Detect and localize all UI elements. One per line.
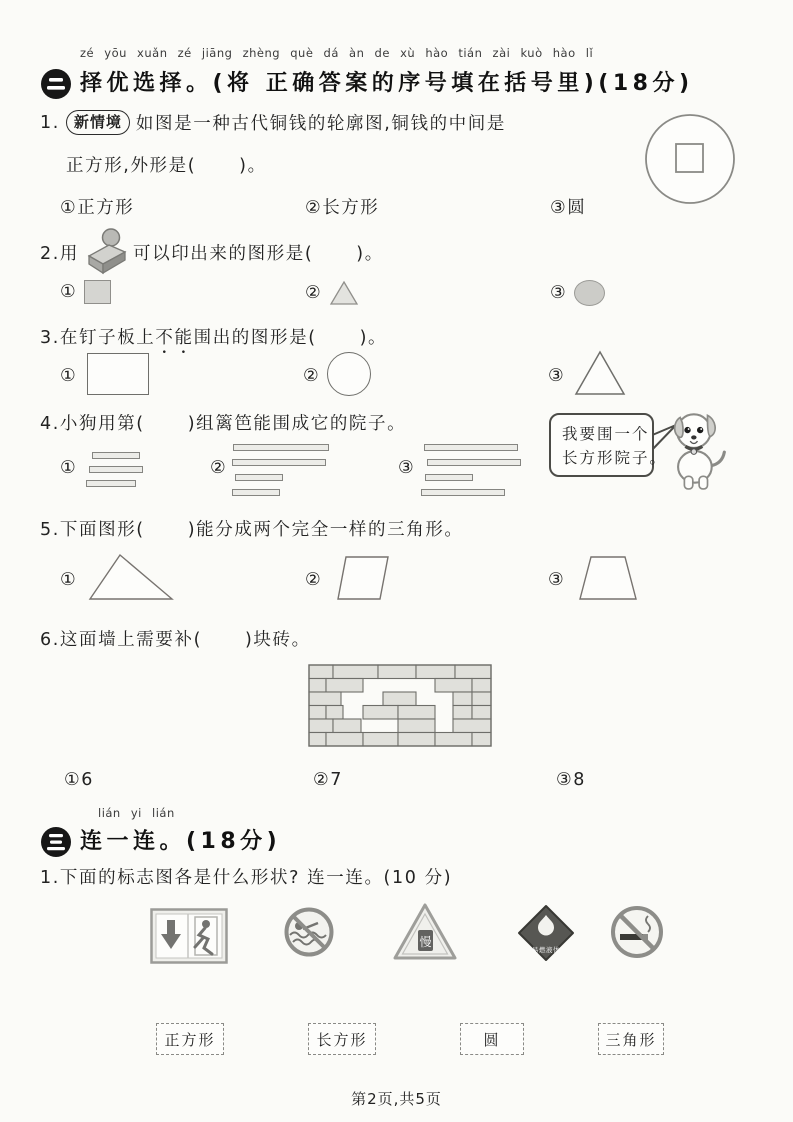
question-2-text-post: 可以印出来的图形是( )。 (133, 243, 384, 264)
question-6-option-1: ①6 (64, 770, 94, 790)
option-mark: ③ (550, 283, 568, 303)
flammable-sign-icon (517, 904, 575, 962)
triangle-icon (574, 350, 626, 396)
question-3-option-2-mark: ② (303, 366, 321, 386)
rectangle-icon (87, 353, 149, 395)
exit-sign-icon (150, 908, 228, 964)
fence-bar (233, 444, 329, 451)
no-smoking-sign-icon (608, 903, 666, 961)
fence-bar (89, 466, 143, 473)
question-1-option-1: ①正方形 (60, 198, 135, 218)
fence-bar (424, 444, 518, 451)
question-1-option-3: ③圆 (550, 198, 587, 218)
fence-bar (232, 489, 280, 496)
question-2-option-1 (60, 280, 111, 304)
fence-bar (235, 474, 283, 481)
question-2 (40, 228, 384, 276)
question-2-option-3 (550, 280, 605, 306)
shape-label-circle: 圆 (460, 1023, 524, 1055)
question-5: 5.下面图形( )能分成两个完全一样的三角形。 (40, 520, 464, 540)
new-context-badge: 新情境 (66, 110, 130, 135)
section-3-pinyin: lián yi lián (98, 806, 175, 820)
parallelogram-shape (336, 555, 392, 601)
section-three-icon (40, 826, 72, 858)
question-1-text-line2: 正方形,外形是( )。 (66, 156, 267, 176)
fence-bar (92, 452, 140, 459)
question-4-option-2-mark: ② (210, 458, 228, 478)
question-3-option-3-mark: ③ (548, 366, 566, 386)
option-mark: ② (305, 283, 323, 303)
section-3-title: 连一连。(18分) (80, 829, 282, 854)
question-6-option-2: ②7 (313, 770, 343, 790)
question-4-option-1-mark: ① (60, 458, 78, 478)
shape-label-triangle: 三角形 (598, 1023, 664, 1055)
coin-icon (643, 112, 737, 206)
question-5-option-2-mark: ② (305, 570, 323, 590)
section-two-icon (40, 68, 72, 100)
flammable-sign-text: 易燃液体 (532, 946, 560, 954)
gray-ellipse-icon (574, 280, 605, 306)
question-5-option-3-mark: ③ (548, 570, 566, 590)
trapezoid-shape (578, 555, 638, 601)
gray-triangle-icon (329, 280, 359, 306)
question-1-text-line1: 如图是一种古代铜钱的轮廓图,铜钱的中间是 (135, 114, 506, 134)
question-2-option-2 (305, 280, 359, 306)
question-1-number: 1. (40, 112, 60, 133)
fence-bar (86, 480, 136, 487)
gray-square-icon (84, 280, 111, 304)
brick-wall-figure (308, 664, 492, 747)
speech-bubble-line2: 长方形院子。 (562, 449, 668, 467)
question-1 (40, 110, 506, 135)
option-mark: ① (60, 282, 78, 302)
question-4: 4.小狗用第( )组篱笆能围成它的院子。 (40, 414, 407, 434)
shape-label-square: 正方形 (156, 1023, 224, 1055)
fence-bar (232, 459, 326, 466)
section-2-title: 择优选择。(将 正确答案的序号填在括号里)(18分) (80, 71, 694, 96)
dog-icon (666, 408, 728, 490)
question-3-text-post: 围出的图形是( )。 (193, 328, 388, 348)
page-footer: 第2页,共5页 (351, 1090, 442, 1108)
question-3-text-emphasis: 不能 (155, 328, 194, 348)
question-3-text-pre: 3.在钉子板上 (40, 328, 156, 348)
question-1-option-2: ②长方形 (305, 198, 380, 218)
question-3-option-1-mark: ① (60, 366, 78, 386)
no-swimming-sign-icon (283, 906, 335, 958)
slow-sign-text: 慢 (419, 935, 432, 949)
slow-warning-sign-icon (392, 902, 458, 962)
speech-bubble-line1: 我要围一个 (562, 425, 650, 443)
circle-icon (327, 352, 371, 396)
fence-bar (425, 474, 473, 481)
question-5-option-1-mark: ① (60, 570, 78, 590)
question-6-option-3: ③8 (556, 770, 586, 790)
stamp-icon (85, 228, 127, 276)
question-6: 6.这面墙上需要补( )块砖。 (40, 630, 311, 650)
question-4-option-3-mark: ③ (398, 458, 416, 478)
section-3-question-1: 1.下面的标志图各是什么形状? 连一连。(10 分) (40, 868, 453, 888)
section-2-pinyin: zé yōu xuǎn zé jiāng zhèng què dá àn de xù hào tián zài kuò hào lǐ (80, 46, 594, 60)
fence-bar (421, 489, 505, 496)
shape-label-rectangle: 长方形 (308, 1023, 376, 1055)
question-2-text-pre: 2.用 (40, 243, 79, 264)
triangle-shape (88, 553, 174, 601)
fence-bar (427, 459, 521, 466)
